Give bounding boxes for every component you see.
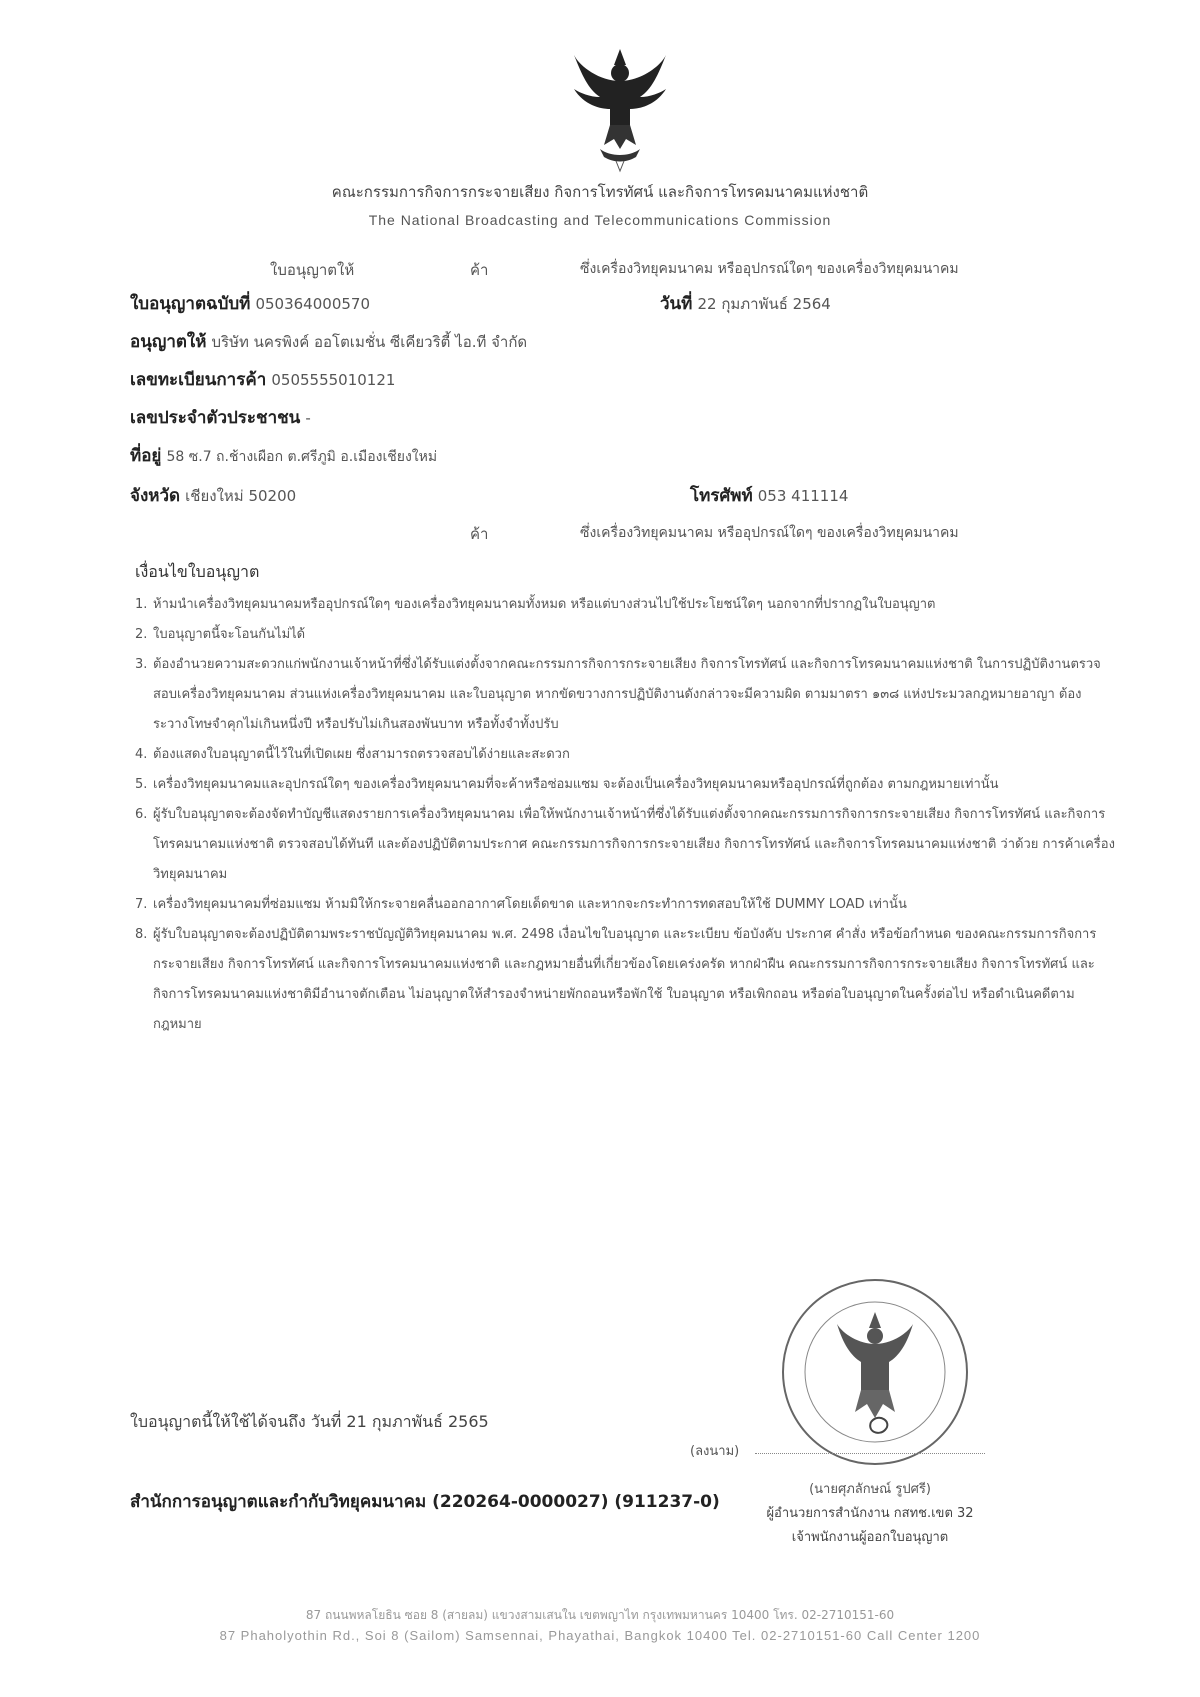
national-id-value: - — [305, 409, 311, 427]
signer-position: ผู้อำนวยการสำนักงาน กสทช.เขต 32 — [766, 1506, 974, 1521]
validity-row — [130, 1410, 489, 1435]
condition-number: 1. — [135, 597, 148, 612]
province-value: เชียงใหม่ 50200 — [185, 487, 297, 505]
footer-address-english: 87 Phaholyothin Rd., Soi 8 (Sailom) Samsennai, Phayathai, Bangkok 10400 Tel. 02-2710151-60 Call Center 1200 — [219, 1628, 981, 1643]
condition-text: เครื่องวิทยุคมนาคมและอุปกรณ์ใดๆ ของเครื่องวิทยุคมนาคมที่จะค้าหรือซ่อมแซม จะต้องเป็นเครื่องวิทยุคมนาคมหรืออุปกรณ์ที่ถูกต้อง ตามกฎหมายเท่านั้น — [153, 777, 999, 792]
grantee-row — [130, 328, 527, 355]
province-label: จังหวัด — [130, 486, 181, 506]
activity-word: ค้า — [470, 525, 489, 543]
condition-text: ผู้รับใบอนุญาตจะต้องปฏิบัติตามพระราชบัญญัติวิทยุคมนาคม พ.ศ. 2498 เงื่อนไขใบอนุญาต และระเบียบ ข้อบังคับ ประกาศ คำสั่ง หรือข้อกำหนด ของคณะกรรมการกิจการกระจายเสียง กิจการโทรทัศน์ และกิจการโทรคมนาคมแห่งชาติ และกฎหมายอื่นที่เกี่ยวข้องโดยเคร่งครัด หากฝ่าฝืน คณะกรรมการกิจการกระจายเสียง กิจการโทรทัศน์ และกิจการโทรคมนาคมแห่งชาติมีอำนาจตักเตือน ไม่อนุญาตให้สำรองจำหน่ายพักถอนหรือพักใช้ ใบอนุญาต หรือเพิกถอน หรือต่อใบอนุญาตในครั้งต่อไป หรือดำเนินคดีตามกฎหมาย — [153, 927, 1097, 1032]
condition-text: เครื่องวิทยุคมนาคมที่ซ่อมแซม ห้ามมิให้กระจายคลื่นออกอากาศโดยเด็ดขาด และหากจะกระทำการทดสอบให้ใช้ DUMMY LOAD เท่านั้น — [153, 897, 907, 912]
license-date-value: 22 กุมภาพันธ์ 2564 — [697, 295, 831, 313]
license-date-label: วันที่ — [660, 294, 693, 314]
condition-text: ต้องแสดงใบอนุญาตนี้ไว้ในที่เปิดเผย ซึ่งสามารถตรวจสอบได้ง่ายและสะดวก — [153, 747, 570, 762]
condition-number: 8. — [135, 927, 148, 942]
license-type-prefix: ใบอนุญาตให้ — [270, 261, 355, 279]
condition-item — [135, 740, 1115, 770]
address-row — [130, 442, 437, 469]
province-row — [130, 482, 296, 509]
condition-item — [135, 800, 1115, 890]
agency-name-english: The National Broadcasting and Telecommunications Commission — [368, 212, 832, 228]
phone-value: 053 411114 — [757, 487, 849, 505]
license-number-row — [130, 290, 370, 317]
validity-date-label: วันที่ — [310, 1412, 342, 1431]
phone-row — [690, 482, 848, 509]
condition-item — [135, 590, 1115, 620]
license-type-word: ค้า — [470, 261, 489, 279]
license-date-row — [660, 290, 831, 317]
condition-item — [135, 920, 1115, 1040]
condition-number: 7. — [135, 897, 148, 912]
commerce-reg-label: เลขทะเบียนการค้า — [130, 370, 267, 390]
condition-number: 2. — [135, 627, 148, 642]
signer-name: (นายศุภลักษณ์ รูปศรี) — [809, 1482, 931, 1497]
condition-number: 5. — [135, 777, 148, 792]
sign-label: (ลงนาม) — [690, 1444, 740, 1459]
grantee-value: บริษัท นครพิงค์ ออโตเมชั่น ซีเคียวริตี้ ไอ.ที จำกัด — [211, 333, 528, 351]
condition-item — [135, 770, 1115, 800]
condition-text: ใบอนุญาตนี้จะโอนกันไม่ได้ — [153, 627, 306, 642]
official-seal-icon — [775, 1272, 975, 1472]
footer-address-thai: 87 ถนนพหลโยธิน ซอย 8 (สายลม) แขวงสามเสนใน เขตพญาไท กรุงเทพมหานคร 10400 โทร. 02-2710151-60 — [305, 1608, 895, 1622]
condition-text: ห้ามนำเครื่องวิทยุคมนาคมหรืออุปกรณ์ใดๆ ของเครื่องวิทยุคมนาคมทั้งหมด หรือแต่บางส่วนไปใช้ประโยชน์ใดๆ นอกจากที่ปรากฏในใบอนุญาต — [153, 597, 936, 612]
issuing-office: สำนักการอนุญาตและกำกับวิทยุคมนาคม (220264-0000027) (911237-0) — [130, 1492, 720, 1512]
validity-text: ใบอนุญาตนี้ให้ใช้ได้จนถึง — [130, 1412, 306, 1431]
validity-date-value: 21 กุมภาพันธ์ 2565 — [346, 1412, 489, 1431]
commerce-reg-value: 0505555010121 — [271, 371, 396, 389]
conditions-list — [135, 590, 1115, 1040]
commerce-reg-row — [130, 366, 395, 393]
national-id-row — [130, 404, 311, 431]
condition-text: ผู้รับใบอนุญาตจะต้องจัดทำบัญชีแสดงรายการเครื่องวิทยุคมนาคม เพื่อให้พนักงานเจ้าหน้าที่ซึ่งได้รับแต่งตั้งจากคณะกรรมการกิจการกระจายเสียง กิจการโทรทัศน์ และกิจการโทรคมนาคมแห่งชาติ ตรวจสอบได้ทันที และต้องปฏิบัติตามประกาศ คณะกรรมการกิจการกระจายเสียง กิจการโทรทัศน์ และกิจการโทรคมนาคมแห่งชาติ ว่าด้วย การค้าเครื่องวิทยุคมนาคม — [153, 807, 1115, 882]
address-value: 58 ซ.7 ถ.ช้างเผือก ต.ศรีภูมิ อ.เมืองเชียงใหม่ — [166, 449, 438, 465]
grantee-label: อนุญาตให้ — [130, 332, 207, 352]
condition-text: ต้องอำนวยความสะดวกแก่พนักงานเจ้าหน้าที่ซึ่งได้รับแต่งตั้งจากคณะกรรมการกิจการกระจายเสียง กิจการโทรทัศน์ และกิจการโทรคมนาคมแห่งชาติ ในการปฏิบัติงานตรวจสอบเครื่องวิทยุคมนาคม ส่วนแห่งเครื่องวิทยุคมนาคม และใบอนุญาต หากขัดขวางการปฏิบัติงานดังกล่าวจะมีความผิด ตามมาตรา ๑๓๘ แห่งประมวลกฎหมายอาญา ต้องระวางโทษจำคุกไม่เกินหนึ่งปี หรือปรับไม่เกินสองพันบาท หรือทั้งจำทั้งปรับ — [153, 657, 1101, 732]
condition-item — [135, 890, 1115, 920]
phone-label: โทรศัพท์ — [690, 486, 753, 506]
condition-number: 4. — [135, 747, 148, 762]
condition-item — [135, 620, 1115, 650]
conditions-title: เงื่อนไขใบอนุญาต — [135, 562, 260, 581]
condition-number: 6. — [135, 807, 148, 822]
license-number-label: ใบอนุญาตฉบับที่ — [130, 294, 251, 314]
national-id-label: เลขประจำตัวประชาชน — [130, 408, 301, 428]
signature-line — [755, 1453, 985, 1454]
condition-number: 3. — [135, 657, 148, 672]
agency-name-thai: คณะกรรมการกิจการกระจายเสียง กิจการโทรทัศน์ และกิจการโทรคมนาคมแห่งชาติ — [331, 183, 869, 201]
activity-suffix: ซึ่งเครื่องวิทยุคมนาคม หรืออุปกรณ์ใดๆ ของเครื่องวิทยุคมนาคม — [580, 525, 959, 541]
license-type-suffix: ซึ่งเครื่องวิทยุคมนาคม หรืออุปกรณ์ใดๆ ของเครื่องวิทยุคมนาคม — [580, 261, 959, 277]
address-label: ที่อยู่ — [130, 446, 162, 466]
condition-item — [135, 650, 1115, 740]
garuda-emblem-icon — [570, 45, 670, 175]
license-number-value: 050364000570 — [255, 295, 370, 313]
signer-role: เจ้าพนักงานผู้ออกใบอนุญาต — [791, 1530, 949, 1545]
